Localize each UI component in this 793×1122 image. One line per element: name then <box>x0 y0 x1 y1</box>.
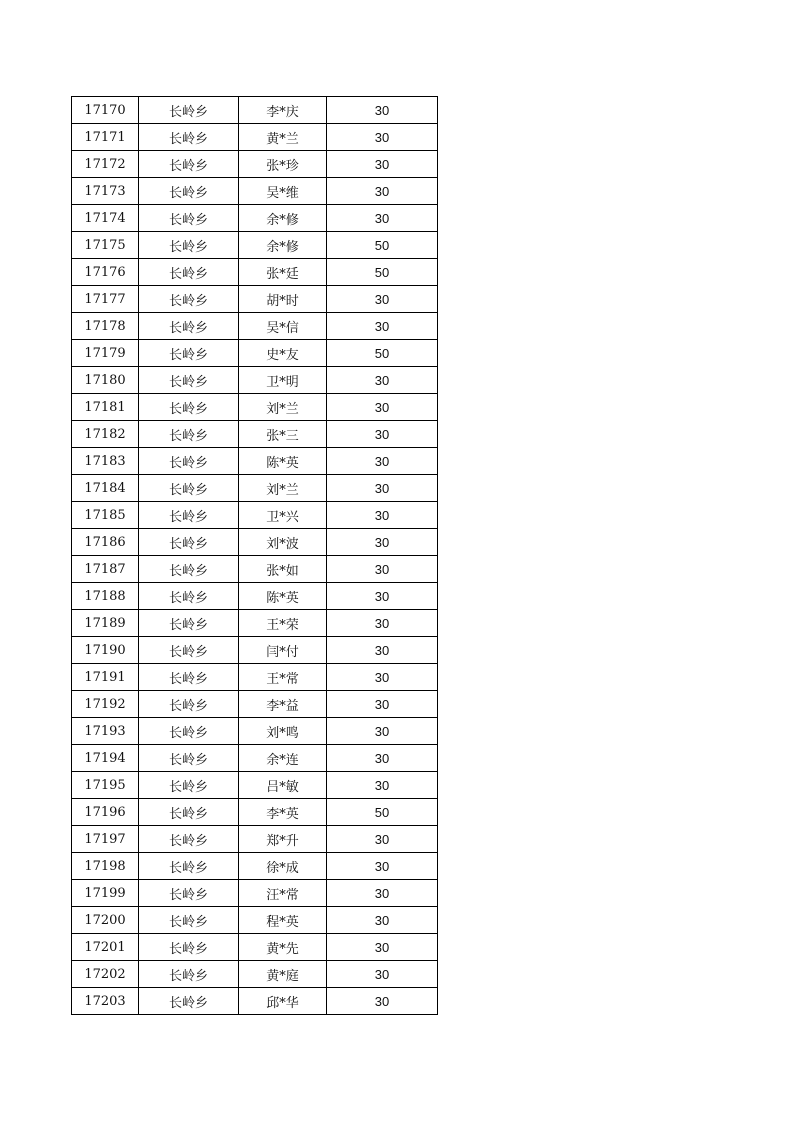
id-cell: 17199 <box>72 880 139 907</box>
name-cell: 陈*英 <box>239 448 327 475</box>
name-cell: 余*修 <box>239 232 327 259</box>
town-cell: 长岭乡 <box>139 583 239 610</box>
amount-cell: 30 <box>327 421 438 448</box>
name-cell: 张*如 <box>239 556 327 583</box>
town-cell: 长岭乡 <box>139 286 239 313</box>
town-cell: 长岭乡 <box>139 691 239 718</box>
id-cell: 17177 <box>72 286 139 313</box>
table-row <box>72 853 438 880</box>
id-cell: 17196 <box>72 799 139 826</box>
amount-cell: 30 <box>327 205 438 232</box>
amount-cell: 30 <box>327 448 438 475</box>
amount-cell: 30 <box>327 286 438 313</box>
name-cell: 刘*波 <box>239 529 327 556</box>
name-cell: 张*三 <box>239 421 327 448</box>
id-cell: 17191 <box>72 664 139 691</box>
town-cell: 长岭乡 <box>139 421 239 448</box>
amount-cell: 30 <box>327 394 438 421</box>
table-row <box>72 826 438 853</box>
name-cell: 卫*明 <box>239 367 327 394</box>
town-cell: 长岭乡 <box>139 205 239 232</box>
amount-cell: 30 <box>327 637 438 664</box>
town-cell: 长岭乡 <box>139 880 239 907</box>
town-cell: 长岭乡 <box>139 853 239 880</box>
table-row <box>72 205 438 232</box>
amount-cell: 30 <box>327 367 438 394</box>
town-cell: 长岭乡 <box>139 799 239 826</box>
amount-cell: 30 <box>327 961 438 988</box>
table-row <box>72 907 438 934</box>
town-cell: 长岭乡 <box>139 259 239 286</box>
amount-cell: 30 <box>327 772 438 799</box>
amount-cell: 30 <box>327 583 438 610</box>
town-cell: 长岭乡 <box>139 178 239 205</box>
id-cell: 17174 <box>72 205 139 232</box>
name-cell: 王*常 <box>239 664 327 691</box>
town-cell: 长岭乡 <box>139 97 239 124</box>
town-cell: 长岭乡 <box>139 610 239 637</box>
name-cell: 卫*兴 <box>239 502 327 529</box>
id-cell: 17187 <box>72 556 139 583</box>
id-cell: 17178 <box>72 313 139 340</box>
amount-cell: 50 <box>327 340 438 367</box>
table-row <box>72 880 438 907</box>
town-cell: 长岭乡 <box>139 124 239 151</box>
id-cell: 17184 <box>72 475 139 502</box>
id-cell: 17200 <box>72 907 139 934</box>
table-row <box>72 394 438 421</box>
id-cell: 17181 <box>72 394 139 421</box>
id-cell: 17186 <box>72 529 139 556</box>
id-cell: 17171 <box>72 124 139 151</box>
table-row <box>72 313 438 340</box>
data-table <box>71 96 438 1015</box>
id-cell: 17198 <box>72 853 139 880</box>
amount-cell: 30 <box>327 826 438 853</box>
name-cell: 李*英 <box>239 799 327 826</box>
town-cell: 长岭乡 <box>139 529 239 556</box>
table-body <box>72 97 438 1015</box>
table-row <box>72 637 438 664</box>
amount-cell: 30 <box>327 313 438 340</box>
name-cell: 吴*信 <box>239 313 327 340</box>
name-cell: 黄*兰 <box>239 124 327 151</box>
table-row <box>72 718 438 745</box>
id-cell: 17176 <box>72 259 139 286</box>
table-row <box>72 772 438 799</box>
table-row <box>72 961 438 988</box>
id-cell: 17195 <box>72 772 139 799</box>
town-cell: 长岭乡 <box>139 772 239 799</box>
table-row <box>72 151 438 178</box>
table-row <box>72 475 438 502</box>
amount-cell: 30 <box>327 745 438 772</box>
amount-cell: 30 <box>327 529 438 556</box>
table-row <box>72 259 438 286</box>
town-cell: 长岭乡 <box>139 745 239 772</box>
amount-cell: 30 <box>327 475 438 502</box>
name-cell: 刘*鸣 <box>239 718 327 745</box>
table-row <box>72 502 438 529</box>
town-cell: 长岭乡 <box>139 232 239 259</box>
id-cell: 17180 <box>72 367 139 394</box>
table-row <box>72 799 438 826</box>
id-cell: 17194 <box>72 745 139 772</box>
amount-cell: 30 <box>327 124 438 151</box>
town-cell: 长岭乡 <box>139 151 239 178</box>
name-cell: 黄*庭 <box>239 961 327 988</box>
table-row <box>72 97 438 124</box>
id-cell: 17185 <box>72 502 139 529</box>
id-cell: 17190 <box>72 637 139 664</box>
amount-cell: 30 <box>327 556 438 583</box>
table-row <box>72 124 438 151</box>
table-row <box>72 583 438 610</box>
town-cell: 长岭乡 <box>139 934 239 961</box>
amount-cell: 30 <box>327 934 438 961</box>
table-row <box>72 421 438 448</box>
town-cell: 长岭乡 <box>139 826 239 853</box>
name-cell: 邱*华 <box>239 988 327 1015</box>
name-cell: 吴*维 <box>239 178 327 205</box>
amount-cell: 30 <box>327 151 438 178</box>
table-row <box>72 745 438 772</box>
town-cell: 长岭乡 <box>139 475 239 502</box>
amount-cell: 30 <box>327 907 438 934</box>
name-cell: 史*友 <box>239 340 327 367</box>
id-cell: 17170 <box>72 97 139 124</box>
name-cell: 余*修 <box>239 205 327 232</box>
id-cell: 17183 <box>72 448 139 475</box>
table-row <box>72 556 438 583</box>
name-cell: 刘*兰 <box>239 394 327 421</box>
table-row <box>72 286 438 313</box>
table-row <box>72 664 438 691</box>
id-cell: 17201 <box>72 934 139 961</box>
id-cell: 17182 <box>72 421 139 448</box>
id-cell: 17192 <box>72 691 139 718</box>
id-cell: 17202 <box>72 961 139 988</box>
name-cell: 陈*英 <box>239 583 327 610</box>
table-row <box>72 367 438 394</box>
table-row <box>72 934 438 961</box>
name-cell: 徐*成 <box>239 853 327 880</box>
town-cell: 长岭乡 <box>139 367 239 394</box>
id-cell: 17197 <box>72 826 139 853</box>
town-cell: 长岭乡 <box>139 637 239 664</box>
table-row <box>72 610 438 637</box>
name-cell: 吕*敏 <box>239 772 327 799</box>
name-cell: 胡*时 <box>239 286 327 313</box>
name-cell: 刘*兰 <box>239 475 327 502</box>
amount-cell: 30 <box>327 988 438 1015</box>
name-cell: 郑*升 <box>239 826 327 853</box>
town-cell: 长岭乡 <box>139 502 239 529</box>
amount-cell: 50 <box>327 799 438 826</box>
id-cell: 17173 <box>72 178 139 205</box>
amount-cell: 30 <box>327 853 438 880</box>
amount-cell: 30 <box>327 664 438 691</box>
table-row <box>72 232 438 259</box>
town-cell: 长岭乡 <box>139 340 239 367</box>
name-cell: 李*庆 <box>239 97 327 124</box>
town-cell: 长岭乡 <box>139 448 239 475</box>
table-row <box>72 178 438 205</box>
amount-cell: 50 <box>327 259 438 286</box>
amount-cell: 50 <box>327 232 438 259</box>
town-cell: 长岭乡 <box>139 664 239 691</box>
amount-cell: 30 <box>327 610 438 637</box>
name-cell: 黄*先 <box>239 934 327 961</box>
town-cell: 长岭乡 <box>139 556 239 583</box>
name-cell: 汪*常 <box>239 880 327 907</box>
id-cell: 17189 <box>72 610 139 637</box>
town-cell: 长岭乡 <box>139 718 239 745</box>
name-cell: 张*珍 <box>239 151 327 178</box>
amount-cell: 30 <box>327 502 438 529</box>
table-row <box>72 988 438 1015</box>
name-cell: 张*廷 <box>239 259 327 286</box>
town-cell: 长岭乡 <box>139 394 239 421</box>
town-cell: 长岭乡 <box>139 313 239 340</box>
table-row <box>72 448 438 475</box>
table-row <box>72 340 438 367</box>
id-cell: 17179 <box>72 340 139 367</box>
name-cell: 余*连 <box>239 745 327 772</box>
amount-cell: 30 <box>327 718 438 745</box>
town-cell: 长岭乡 <box>139 961 239 988</box>
name-cell: 李*益 <box>239 691 327 718</box>
town-cell: 长岭乡 <box>139 988 239 1015</box>
name-cell: 程*英 <box>239 907 327 934</box>
id-cell: 17175 <box>72 232 139 259</box>
id-cell: 17188 <box>72 583 139 610</box>
name-cell: 王*荣 <box>239 610 327 637</box>
name-cell: 闫*付 <box>239 637 327 664</box>
table-row <box>72 691 438 718</box>
amount-cell: 30 <box>327 880 438 907</box>
id-cell: 17203 <box>72 988 139 1015</box>
town-cell: 长岭乡 <box>139 907 239 934</box>
amount-cell: 30 <box>327 691 438 718</box>
id-cell: 17172 <box>72 151 139 178</box>
id-cell: 17193 <box>72 718 139 745</box>
amount-cell: 30 <box>327 178 438 205</box>
amount-cell: 30 <box>327 97 438 124</box>
table-row <box>72 529 438 556</box>
